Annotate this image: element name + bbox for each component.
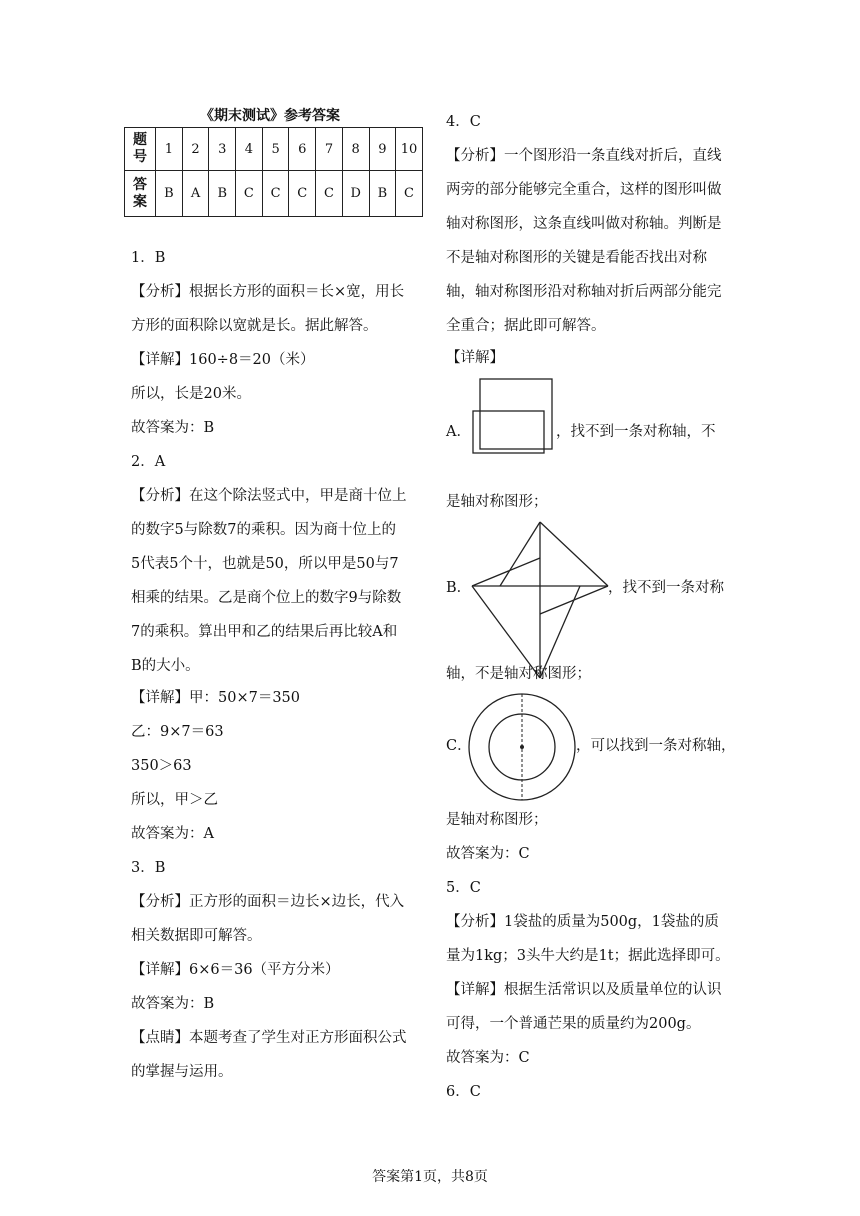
center-point <box>520 745 524 749</box>
text-line: 方形的面积除以宽就是长。据此解答。 <box>131 318 378 334</box>
row-header-number: 题 号 <box>125 128 156 171</box>
concentric-circles-figure <box>467 692 577 802</box>
text-line: 是轴对称图形； <box>446 812 548 828</box>
answer-table <box>124 127 423 217</box>
text-line: ，找不到一条对称 <box>608 580 724 596</box>
table-cell: 1 <box>156 128 183 171</box>
text-line: 相关数据即可解答。 <box>131 928 262 944</box>
text-line: 轴，不是轴对称图形； <box>446 666 591 682</box>
table-cell: B <box>369 171 396 217</box>
text-line: 【分析】1袋盐的质量为500g，1袋盐的质 <box>446 914 719 930</box>
text-line: 两旁的部分能够完全重合，这样的图形叫做 <box>446 182 722 198</box>
table-cell: 3 <box>209 128 236 171</box>
text-line: 5代表5个十，也就是50，所以甲是50与7 <box>131 556 399 572</box>
table-cell: C <box>316 171 343 217</box>
text-line: 6．C <box>446 1084 481 1100</box>
table-cell: C <box>236 171 263 217</box>
text-line: 【分析】根据长方形的面积＝长×宽，用长 <box>131 284 405 300</box>
text-line: ，找不到一条对称轴，不 <box>556 424 716 440</box>
text-line: 故答案为：B <box>131 420 215 436</box>
page-title: 《期末测试》参考答案 <box>200 108 340 124</box>
table-cell: 10 <box>396 128 423 171</box>
text-line: 2．A <box>131 454 166 470</box>
text-line: 【详解】160÷8＝20（米） <box>131 352 315 368</box>
text-line: 故答案为：B <box>131 996 215 1012</box>
text-line: 的掌握与运用。 <box>131 1064 233 1080</box>
text-line: 故答案为：C <box>446 846 530 862</box>
table-cell: 8 <box>342 128 369 171</box>
text-line: 3．B <box>131 860 166 876</box>
table-cell: 5 <box>262 128 289 171</box>
text-line: 可得，一个普通芒果的质量约为200g。 <box>446 1016 701 1032</box>
text-line: 1．B <box>131 250 166 266</box>
table-cell: 9 <box>369 128 396 171</box>
text-line: 4．C <box>446 114 481 130</box>
table-cell: C <box>396 171 423 217</box>
text-line: 5．C <box>446 880 481 896</box>
text-line: 不是轴对称图形的关键是看能否找出对称 <box>446 250 707 266</box>
text-line: 轴，轴对称图形沿对称轴对折后两部分能完 <box>446 284 722 300</box>
table-cell: C <box>289 171 316 217</box>
rectangle-shape <box>480 379 552 449</box>
text-line: B的大小。 <box>131 658 200 674</box>
table-cell: D <box>342 171 369 217</box>
table-cell: C <box>262 171 289 217</box>
text-line: 乙：9×7＝63 <box>131 724 224 740</box>
table-cell: B <box>209 171 236 217</box>
table-cell: 7 <box>316 128 343 171</box>
text-line: 【详解】 <box>446 350 504 366</box>
text-line: 【分析】在这个除法竖式中，甲是商十位上 <box>131 488 407 504</box>
rectangle-shape <box>473 411 544 453</box>
option-a-label: A． <box>446 424 471 440</box>
text-line: 故答案为：C <box>446 1050 530 1066</box>
option-b-label: B． <box>446 580 472 596</box>
text-line: 全重合；据此即可解答。 <box>446 318 606 334</box>
text-line: 所以，甲＞乙 <box>131 792 218 808</box>
text-line: 量为1kg；3头牛大约是1t；据此选择即可。 <box>446 948 730 964</box>
table-cell: 6 <box>289 128 316 171</box>
text-line: 【点睛】本题考查了学生对正方形面积公式 <box>131 1030 407 1046</box>
text-line: 所以，长是20米。 <box>131 386 251 402</box>
text-line: 7的乘积。算出甲和乙的结果后再比较A和 <box>131 624 398 640</box>
text-line: 的数字5与除数7的乘积。因为商十位上的 <box>131 522 396 538</box>
text-line: 【详解】甲：50×7＝350 <box>131 690 301 706</box>
page-footer: 答案第1页，共8页 <box>372 1169 488 1185</box>
text-line: ，可以找到一条对称轴， <box>576 738 736 754</box>
text-line: 轴对称图形，这条直线叫做对称轴。判断是 <box>446 216 722 232</box>
table-row <box>125 128 423 171</box>
text-line: 【详解】根据生活常识以及质量单位的认识 <box>446 982 722 998</box>
table-cell: B <box>156 171 183 217</box>
table-cell: 2 <box>182 128 209 171</box>
text-line: 故答案为：A <box>131 826 214 842</box>
text-line: 是轴对称图形； <box>446 494 548 510</box>
pinwheel-figure <box>470 520 610 680</box>
text-line: 【详解】6×6＝36（平方分米） <box>131 962 340 978</box>
text-line: 【分析】正方形的面积＝边长×边长，代入 <box>131 894 405 910</box>
text-line: 【分析】一个图形沿一条直线对折后，直线 <box>446 148 722 164</box>
text-line: 相乘的结果。乙是商个位上的数字9与除数 <box>131 590 402 606</box>
overlapping-rectangles-figure <box>472 378 554 454</box>
table-row <box>125 171 423 217</box>
option-c-label: C． <box>446 738 472 754</box>
text-line: 350＞63 <box>131 758 192 774</box>
table-cell: A <box>182 171 209 217</box>
row-header-answer: 答 案 <box>125 171 156 217</box>
table-cell: 4 <box>236 128 263 171</box>
